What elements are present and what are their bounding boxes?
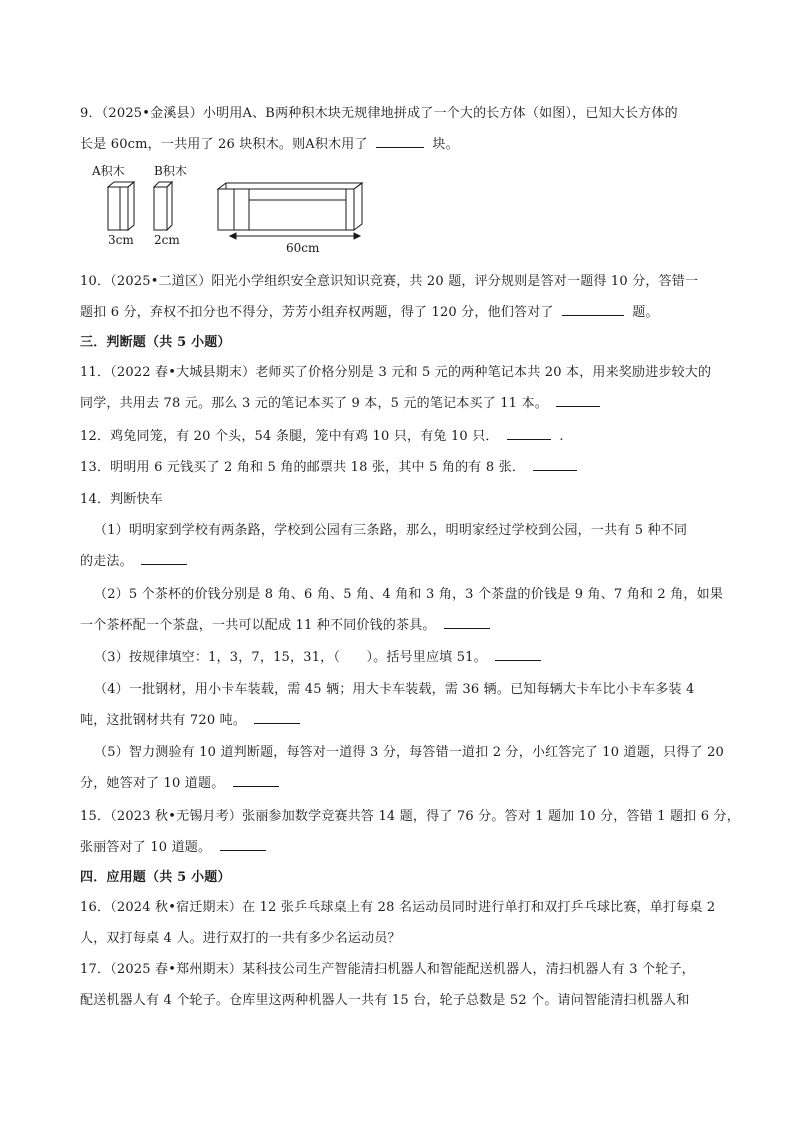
section-4-heading: 四．应用题（共 5 小题） <box>80 870 231 885</box>
section-3-heading: 三．判断题（共 5 小题） <box>80 335 231 350</box>
answer-blank[interactable] <box>444 616 490 629</box>
q9-line2 <box>80 133 459 152</box>
q11-line2-text: 同学，共用去 78 元。那么 3 元的笔记本买了 9 本，5 元的笔记本买了 11 本。 <box>80 396 548 411</box>
q9-line2-text: 长是 60cm，一共用了 26 块积木。则A积木用了 <box>80 137 368 152</box>
answer-blank[interactable] <box>141 552 187 565</box>
q15-line2-text: 张丽答对了 10 道题。 <box>80 840 212 855</box>
q13-line <box>80 456 581 475</box>
b-block-drawing <box>154 182 172 230</box>
answer-blank[interactable] <box>495 648 541 661</box>
q11-line2 <box>80 392 604 411</box>
q10-line2-tail: 题。 <box>632 305 659 320</box>
dim-b: 2cm <box>154 233 180 247</box>
answer-blank[interactable] <box>233 774 279 787</box>
q10-line2 <box>80 301 659 320</box>
q14-s5-text: 分，她答对了 10 道题。 <box>80 776 225 791</box>
q14-s2-text: 一个茶杯配一个茶盘，一共可以配成 11 种不同价钱的茶具。 <box>80 618 436 633</box>
q15-line1: 15．（2023 秋•无锡月考）张丽参加数学竞赛共答 14 题，得了 76 分。答对 1 题加 10 分，答错 1 题扣 6 分， <box>80 809 740 824</box>
label-b-block: B积木 <box>154 164 187 178</box>
q9-line2-tail: 块。 <box>432 137 459 152</box>
q14-s4-line1: （4）一批钢材，用小卡车装载，需 45 辆；用大卡车装载，需 36 辆。已知每辆大卡车比小卡车多装 4 <box>94 682 695 697</box>
q13-text: 13．明明用 6 元钱买了 2 角和 5 角的邮票共 18 张，其中 5 角的有 8 张． <box>80 460 526 475</box>
q11-line1: 11．（2022 春•大城县期末）老师买了价格分别是 3 元和 5 元的两种笔记本共 20 本，用来奖励进步较大的 <box>80 365 712 380</box>
answer-blank[interactable] <box>562 303 624 316</box>
q15-line2 <box>80 836 270 855</box>
q14-s1-text: 的走法。 <box>80 554 133 569</box>
q14-s2-line1: （2）5 个茶杯的价钱分别是 8 角、6 角、5 角、4 角和 3 角，3 个茶盘的价钱是 9 角、7 角和 2 角，如果 <box>94 587 724 602</box>
answer-blank[interactable] <box>376 135 424 148</box>
answer-blank[interactable] <box>533 458 577 471</box>
q14-s5-line2 <box>80 772 283 791</box>
dimension-arrow <box>230 233 360 239</box>
q16-line1: 16．（2024 秋•宿迁期末）在 12 张乒乓球桌上有 28 名运动员同时进行单打和双打乒乓球比赛，单打每桌 2 <box>80 900 716 915</box>
q9-line1: 9．（2025•金溪县）小明用A、B两种积木块无规律地拼成了一个大的长方体（如图），已知大长方体的 <box>80 106 678 121</box>
q12-text: 12．鸡兔同笼，有 20 个头，54 条腿，笼中有鸡 10 只，有兔 10 只． <box>80 429 499 444</box>
q14-s1-line2 <box>80 550 191 569</box>
q14-s4-text: 吨，这批钢材共有 720 吨。 <box>80 713 247 728</box>
q14-title: 14．判断快车 <box>80 492 163 507</box>
answer-blank[interactable] <box>254 711 300 724</box>
q17-line2: 配送机器人有 4 个轮子。仓库里这两种机器人一共有 15 台，轮子总数是 52 个。请问智能清扫机器人和 <box>80 993 690 1008</box>
answer-blank[interactable] <box>556 394 600 407</box>
q14-s3-line <box>94 646 545 665</box>
q17-line1: 17．（2025 春•郑州期末）某科技公司生产智能清扫机器人和智能配送机器人，清扫机器人有 3 个轮子， <box>80 962 695 977</box>
q14-s4-line2 <box>80 709 304 728</box>
dim-a: 3cm <box>108 233 134 247</box>
answer-blank[interactable] <box>507 427 551 440</box>
q14-s3-text: （3）按规律填空：1，3，7，15，31，（ ）。括号里应填 51。 <box>94 650 487 665</box>
q14-s5-line1: （5）智力测验有 10 道判断题，每答对一道得 3 分，每答错一道扣 2 分，小红答完了 10 道题，只得了 20 <box>94 745 725 760</box>
q12-tail: . <box>559 429 564 444</box>
q10-line2-text: 题扣 6 分，弃权不扣分也不得分，芳芳小组弃权两题，得了 120 分，他们答对了 <box>80 305 554 320</box>
q16-line2: 人，双打每桌 4 人。进行双打的一共有多少名运动员？ <box>80 931 401 946</box>
large-cuboid-drawing <box>218 183 362 230</box>
a-block-drawing <box>108 182 134 230</box>
q12-line <box>80 425 564 444</box>
q14-s2-line2 <box>80 614 494 633</box>
q10-line1: 10．（2025•二道区）阳光小学组织安全意识知识竞赛，共 20 题，评分规则是答对一题得 10 分，答错一 <box>80 274 699 289</box>
label-a-block: A积木 <box>92 164 125 178</box>
answer-blank[interactable] <box>220 838 266 851</box>
q14-s1-line1: （1）明明家到学校有两条路，学校到公园有三条路，那么，明明家经过学校到公园，一共有 5 种不同 <box>94 523 688 538</box>
dim-total: 60cm <box>286 241 320 255</box>
block-figure <box>90 160 380 255</box>
